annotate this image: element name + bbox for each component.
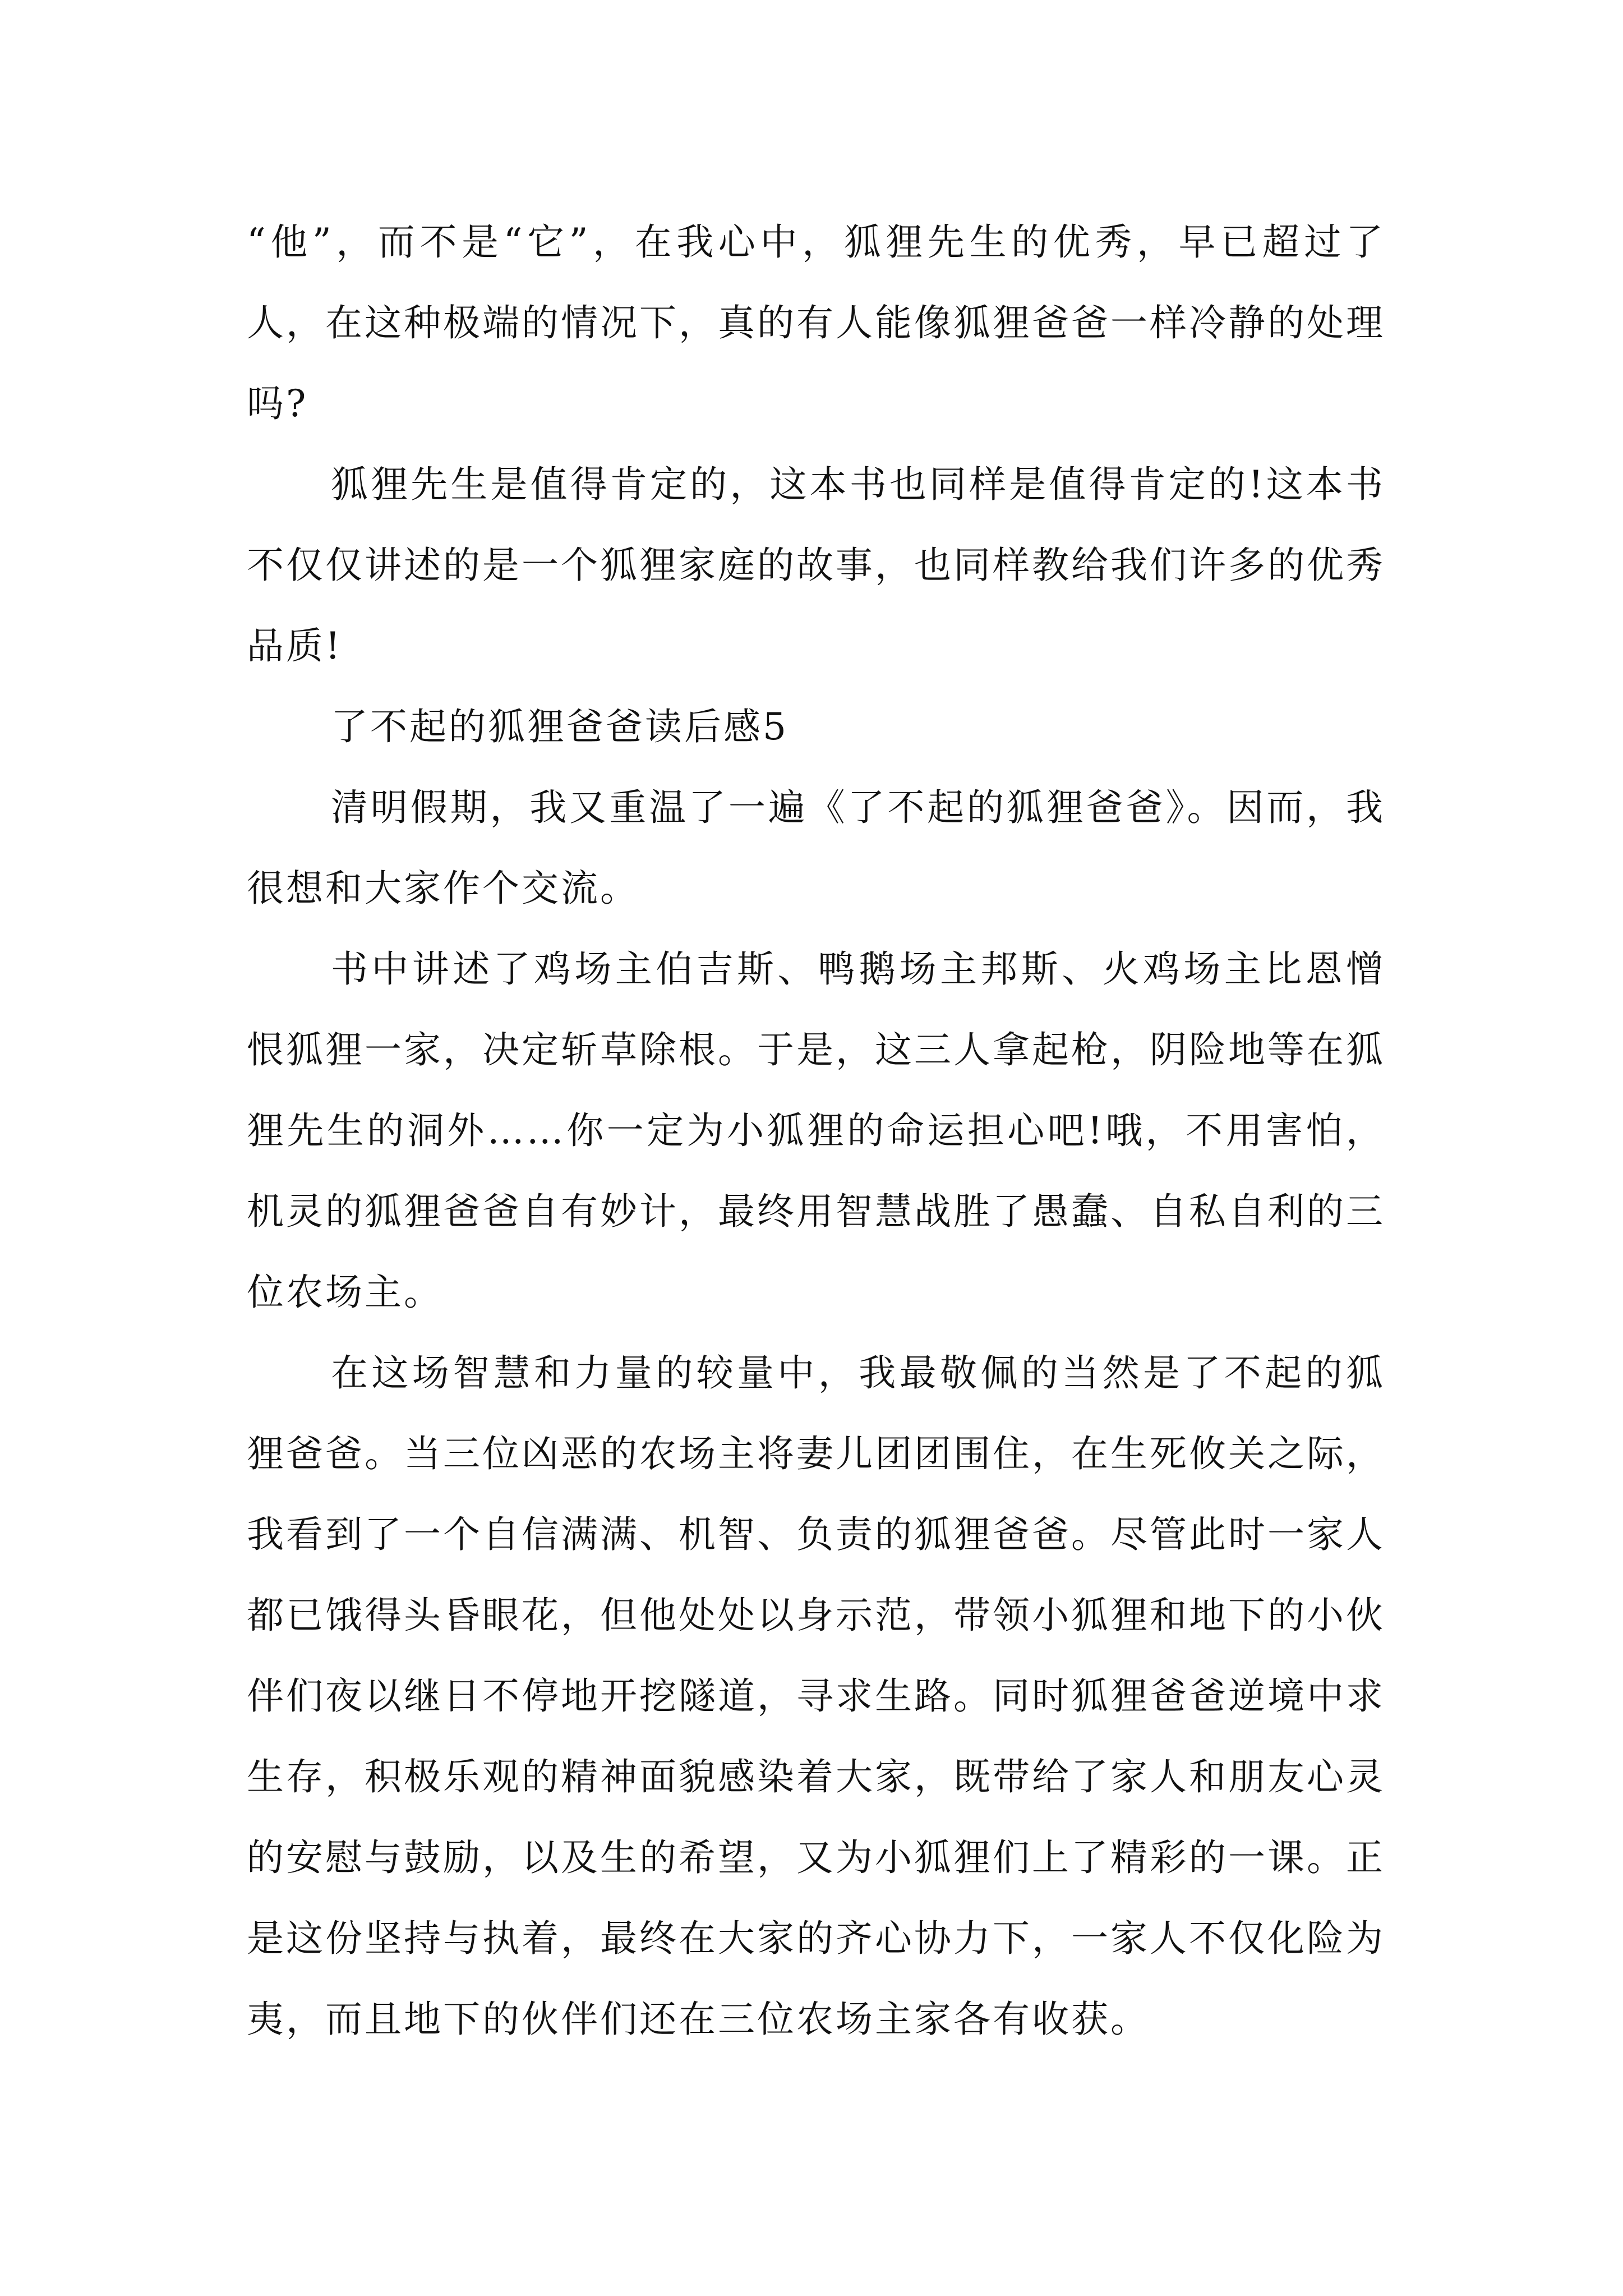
paragraph-4: 书中讲述了鸡场主伯吉斯、鸭鹅场主邦斯、火鸡场主比恩憎恨狐狸一家，决定斩草除根。于是，这三人拿起枪，阴险地等在狐狸先生的洞外……你一定为小狐狸的命运担心吧!哦，不用害怕，机灵的狐狸爸爸自有妙计，最终用智慧战胜了愚蠢、自私自利的三位农场主。 xyxy=(247,947,1385,1314)
paragraph-1: “他”，而不是“它”，在我心中，狐狸先生的优秀，早已超过了人，在这种极端的情况下，真的有人能像狐狸爸爸一样冷静的处理吗? xyxy=(247,220,1385,425)
paragraph-3: 清明假期，我又重温了一遍《了不起的狐狸爸爸》。因而，我很想和大家作个交流。 xyxy=(247,786,1385,910)
paragraph-5: 在这场智慧和力量的较量中，我最敬佩的当然是了不起的狐狸爸爸。当三位凶恶的农场主将妻儿团团围住，在生死攸关之际，我看到了一个自信满满、机智、负责的狐狸爸爸。尽管此时一家人都已饿得头昏眼花，但他处处以身示范，带领小狐狸和地下的小伙伴们夜以继日不停地开挖隧道，寻求生路。同时狐狸爸爸逆境中求生存，积极乐观的精神面貌感染着大家，既带给了家人和朋友心灵的安慰与鼓励，以及生的希望，又为小狐狸们上了精彩的一课。正是这份坚持与执着，最终在大家的齐心协力下，一家人不仅化险为夷，而且地下的伙伴们还在三位农场主家各有收获。 xyxy=(247,1351,1385,2041)
document-body xyxy=(247,202,1385,2060)
section-heading: 了不起的狐狸爸爸读后感5 xyxy=(331,705,789,748)
paragraph-2: 狐狸先生是值得肯定的，这本书也同样是值得肯定的!这本书不仅仅讲述的是一个狐狸家庭的故事，也同样教给我们许多的优秀品质! xyxy=(247,463,1385,668)
